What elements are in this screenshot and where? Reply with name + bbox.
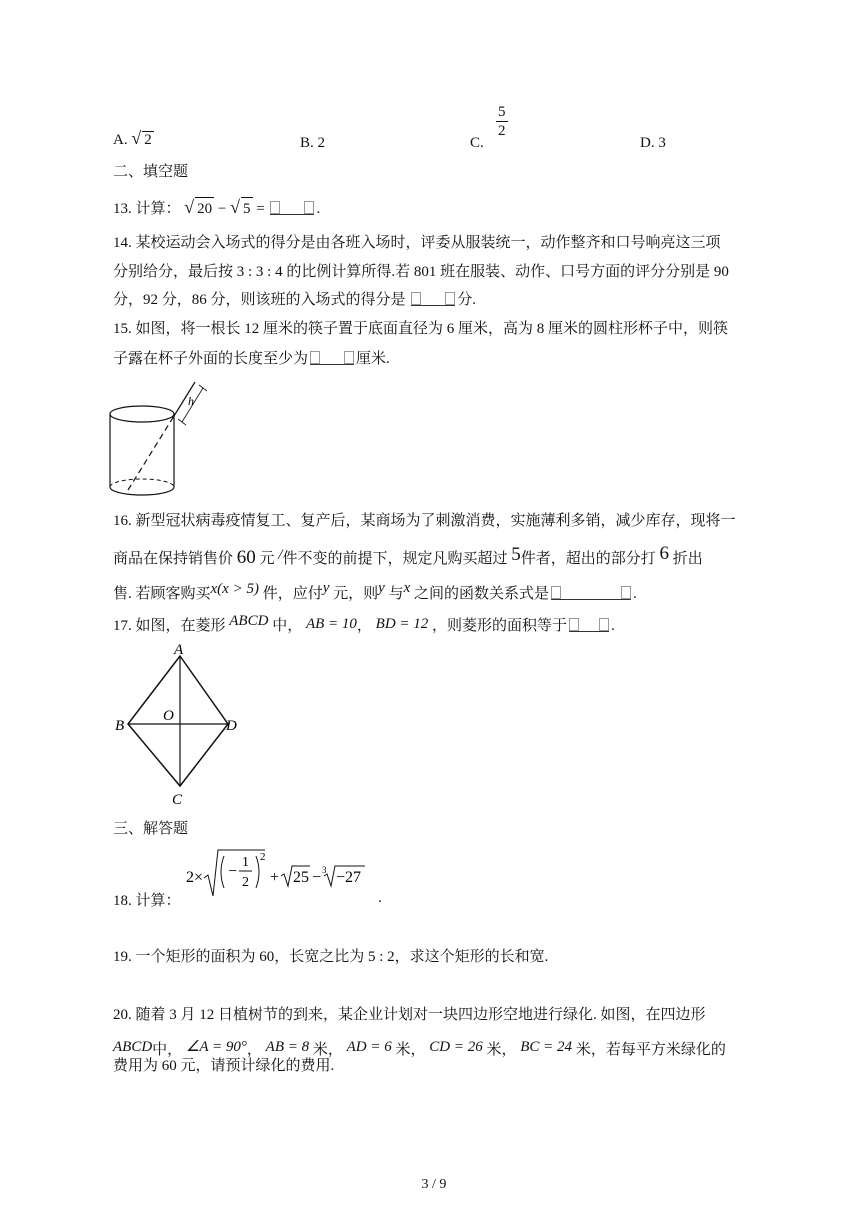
q14-answer-blank[interactable] [411, 291, 455, 306]
q13-prefix: 13. 计算： [113, 201, 181, 217]
q17-shape: ABCD [229, 613, 269, 629]
q16-text-j: 之间的函数关系式是 [414, 586, 550, 602]
q18-coef: 2× [186, 869, 204, 886]
cylinder-chopstick-figure [100, 372, 220, 502]
q18-cbrt-arg: −27 [336, 869, 362, 886]
q18-left-paren [221, 856, 224, 888]
q16-discount: 6 [659, 543, 669, 564]
q18-right-paren [256, 856, 259, 888]
q16-var-x: x [403, 580, 411, 596]
option-c-label: C. [470, 135, 484, 151]
q18-minus: − [312, 869, 322, 886]
q20-line1: 20. 随着 3 月 12 日植树节的到来，某企业计划对一块四边形空地进行绿化. 如图，在四边形 [113, 1007, 706, 1023]
q13-answer-blank[interactable] [270, 200, 314, 215]
vertex-b-label: B [115, 718, 125, 734]
q20-mi-3: 米， [486, 1042, 517, 1058]
q16-threshold: 5 [511, 544, 521, 565]
question-13: 13. 计算： √ 20 − √ 5 = . [113, 196, 320, 220]
q13-equals: = [256, 201, 265, 217]
q18-frac-den: 2 [242, 875, 249, 890]
q13-minus: − [217, 201, 227, 217]
q15-line2-end: 厘米. [356, 351, 390, 367]
q18-expression [180, 844, 390, 906]
option-c-numerator: 5 [498, 104, 506, 120]
q16-slash: / [278, 547, 283, 563]
q14-line3-text: 分，92 分，86 分，则该班的入场式的得分是 [113, 292, 406, 308]
dimension-tick-top [199, 385, 207, 391]
q15-line1: 15. 如图，将一根长 12 厘米的筷子置于底面直径为 6 厘米，高为 8 厘米的圆柱形杯子中，则筷 [113, 321, 729, 337]
q20-shape: ABCD [113, 1039, 153, 1055]
q17-prefix: 17. 如图，在菱形 [113, 618, 226, 634]
q16-line2 [113, 543, 703, 570]
dimension-tick-bottom [178, 419, 186, 425]
q17-ab: AB = 10 [305, 616, 357, 632]
q20-ab: AB = 8 [265, 1039, 310, 1055]
q14-line3 [113, 289, 476, 311]
q18-end: . [378, 890, 382, 906]
q14-line3-end: 分. [457, 292, 477, 308]
q20-mi-1: 米， [312, 1042, 343, 1058]
option-a-value: 2 [144, 132, 152, 148]
cylinder-top-rim [110, 406, 174, 422]
option-a-label: A. [113, 132, 128, 148]
q16-text-d: 件者，超出的部分打 [520, 551, 656, 567]
q18-prefix: 18. 计算： [113, 893, 181, 909]
q15-line2 [113, 348, 390, 370]
q16-var-y-2: y [378, 580, 385, 596]
q18-cbrt-index: 3 [322, 865, 327, 875]
q16-condition: x(x > 5) [210, 581, 259, 597]
question-19: 19. 一个矩形的面积为 60，长宽之比为 5 : 2，求这个矩形的长和宽. [113, 949, 549, 965]
q13-suffix: . [316, 201, 321, 217]
q16-text-e: 折出 [672, 551, 703, 567]
q20-line3: 费用为 60 元，请预计绿化的费用. [113, 1058, 335, 1074]
q17-answer-blank[interactable] [569, 617, 609, 632]
q17-mid1: 中， [272, 618, 303, 634]
q16-yuan: 元 [259, 551, 275, 567]
q16-text-i: 与 [388, 586, 404, 602]
q14-line2: 分别给分，最后按 3 : 3 : 4 的比例计算所得.若 801 班在服装、动作、口号方面的评分分别是 90 [113, 264, 729, 280]
section-title-solve: 三、解答题 [113, 821, 189, 837]
q16-answer-blank[interactable] [551, 585, 631, 600]
q16-text-h: 元，则 [333, 586, 379, 602]
rhombus-figure [110, 638, 250, 813]
height-label: h [188, 394, 194, 408]
q16-line3 [113, 577, 637, 605]
page-number: 3 / 9 [421, 1177, 447, 1192]
q13-sqrt-b: 5 [241, 197, 253, 220]
q15-line2-text: 子露在杯子外面的长度至少为 [113, 351, 309, 367]
option-b: B. 2 [300, 135, 326, 151]
q20-tail: 米，若每平方米绿化的 [575, 1042, 726, 1058]
q16-text-g: 件，应付 [262, 586, 323, 602]
q16-end: . [633, 586, 637, 602]
q16-text-f: 售. 若顾客购买 [113, 586, 211, 602]
vertex-a-label: A [174, 642, 184, 658]
q18-plus: + [270, 869, 280, 886]
q17-end: . [611, 618, 615, 634]
cylinder-bottom-front [110, 487, 174, 495]
q17-bd: BD = 12 [375, 616, 429, 632]
q20-angle: ∠A = 90° [185, 1039, 247, 1055]
q20-bc: BC = 24 [520, 1039, 573, 1055]
q16-line1: 16. 新型冠状病毒疫情复工、复产后，某商场为了刺激消费，实施薄利多销，减少库存，现将一 [113, 513, 736, 529]
q16-price: 60 [236, 547, 256, 568]
option-a: A. √ 2 [113, 128, 152, 148]
option-d: D. 3 [640, 135, 666, 151]
q17-mid2: ，则菱形的面积等于 [432, 618, 568, 634]
cylinder-bottom-back [110, 479, 174, 487]
rhombus-outline [128, 656, 228, 786]
q13-sqrt-a: 20 [195, 197, 214, 220]
q20-mi-2: 米， [395, 1042, 426, 1058]
q14-line1: 14. 某校运动会入场式的得分是由各班入场时，评委从服装统一，动作整齐和口号响亮这三项 [113, 235, 721, 251]
q18-exponent: 2 [260, 851, 266, 863]
question-17 [113, 610, 615, 637]
q18-sqrt-arg: 25 [293, 869, 309, 886]
center-o-label: O [163, 708, 174, 724]
q18-inner-sign: − [228, 863, 238, 880]
q16-text-a: 商品在保持销售价 [113, 551, 234, 567]
vertex-d-label: D [226, 718, 237, 734]
section-title-fill-in: 二、填空题 [113, 164, 189, 180]
option-c-denominator: 2 [498, 123, 506, 139]
q17-comma: ， [356, 618, 372, 634]
q20-zhong: 中， [152, 1042, 183, 1058]
option-c-fraction [496, 103, 508, 140]
q20-comma-1: ， [246, 1042, 262, 1058]
q18-frac-num: 1 [242, 855, 249, 870]
q16-text-c: 件不变的前提下，规定凡购买超过 [282, 551, 508, 567]
vertex-c-label: C [172, 792, 183, 808]
q20-ad: AD = 6 [346, 1039, 392, 1055]
q16-var-y: y [322, 580, 330, 596]
q15-answer-blank[interactable] [310, 350, 354, 365]
q20-cd: CD = 26 [429, 1039, 483, 1055]
